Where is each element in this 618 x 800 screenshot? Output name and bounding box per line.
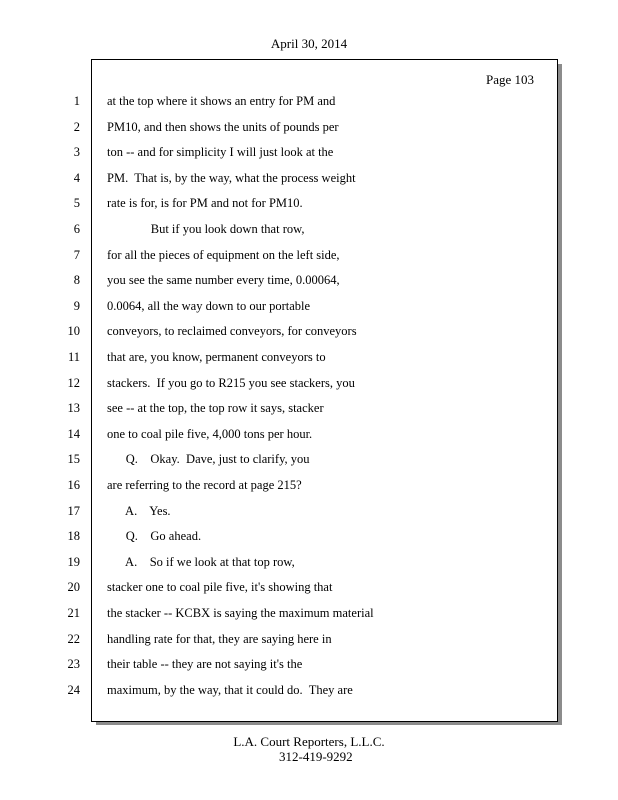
page-number: Page 103: [485, 72, 534, 87]
line-text: rate is for, is for PM and not for PM10.: [107, 196, 303, 211]
transcript-line: [0, 580, 560, 600]
transcript-line: [0, 478, 560, 498]
line-number: 8: [73, 273, 80, 288]
transcript-line: [0, 555, 560, 575]
line-text: their table -- they are not saying it's the: [107, 657, 303, 672]
line-number: 19: [67, 554, 80, 569]
line-text: stackers. If you go to R215 you see stackers, you: [107, 375, 355, 390]
line-number: 23: [67, 657, 80, 672]
line-number: 3: [73, 145, 80, 160]
line-text: at the top where it shows an entry for PM and: [107, 94, 336, 108]
line-number: 12: [67, 375, 80, 390]
line-number: 11: [67, 350, 80, 364]
line-number: 16: [67, 478, 80, 492]
line-number: 5: [73, 196, 80, 211]
line-text: see -- at the top, the top row it says, stacker: [107, 401, 324, 416]
transcript-line: [0, 324, 560, 344]
line-text: you see the same number every time, 0.00064,: [107, 273, 340, 288]
line-number: 6: [73, 222, 80, 236]
line-number: 4: [73, 170, 80, 185]
transcript-line: [0, 196, 560, 216]
line-number: 14: [67, 426, 80, 441]
line-text: one to coal pile five, 4,000 tons per hour.: [107, 426, 313, 441]
transcript-line: [0, 632, 560, 652]
line-number: 18: [67, 529, 80, 544]
transcript-line: [0, 222, 560, 242]
transcript-line: [0, 401, 560, 421]
line-text: stacker one to coal pile five, it's showing that: [107, 580, 333, 595]
line-text: A. Yes.: [107, 503, 171, 518]
footer-company: L.A. Court Reporters, L.L.C.: [233, 734, 385, 749]
line-number: 15: [67, 452, 80, 467]
transcript-date: April 30, 2014: [270, 36, 348, 51]
line-number: 24: [67, 682, 80, 697]
line-number: 22: [67, 631, 80, 646]
line-number: 7: [73, 247, 80, 262]
transcript-line: [0, 248, 560, 268]
line-number: 10: [67, 324, 80, 339]
line-text: A. So if we look at that top row,: [107, 554, 295, 569]
line-text: are referring to the record at page 215?: [107, 478, 302, 492]
transcript-line: [0, 145, 560, 165]
line-text: for all the pieces of equipment on the left side,: [107, 247, 340, 262]
line-number: 9: [73, 298, 80, 313]
line-text: 0.0064, all the way down to our portable: [107, 298, 311, 313]
line-text: PM. That is, by the way, what the process weight: [107, 170, 356, 185]
line-text: that are, you know, permanent conveyors to: [107, 350, 326, 364]
line-text: ton -- and for simplicity I will just look at the: [107, 145, 334, 160]
line-text: Q. Okay. Dave, just to clarify, you: [107, 452, 310, 467]
transcript-line: [0, 273, 560, 293]
transcript-line: [0, 657, 560, 677]
transcript-line: [0, 504, 560, 524]
transcript-line: [0, 427, 560, 447]
transcript-line: [0, 376, 560, 396]
transcript-line: [0, 529, 560, 549]
line-number: 21: [67, 606, 80, 620]
line-number: 2: [73, 119, 80, 134]
line-text: conveyors, to reclaimed conveyors, for conveyors: [107, 324, 357, 339]
transcript-line: [0, 606, 560, 626]
line-text: maximum, by the way, that it could do. They are: [107, 682, 353, 697]
line-text: handling rate for that, they are saying here in: [107, 631, 332, 646]
footer-phone: 312-419-9292: [279, 749, 353, 764]
transcript-line: [0, 350, 560, 370]
transcript-line: [0, 120, 560, 140]
line-text: PM10, and then shows the units of pounds per: [107, 119, 339, 134]
transcript-line: [0, 299, 560, 319]
line-number: 20: [67, 580, 80, 595]
line-number: 17: [67, 503, 80, 518]
transcript-line: [0, 683, 560, 703]
line-number: 13: [67, 401, 80, 416]
line-number: 1: [73, 94, 80, 108]
transcript-line: [0, 171, 560, 191]
line-text: the stacker -- KCBX is saying the maximum material: [107, 606, 374, 620]
line-text: Q. Go ahead.: [107, 529, 202, 544]
transcript-line: [0, 94, 560, 114]
line-text: But if you look down that row,: [107, 222, 305, 236]
transcript-line: [0, 452, 560, 472]
